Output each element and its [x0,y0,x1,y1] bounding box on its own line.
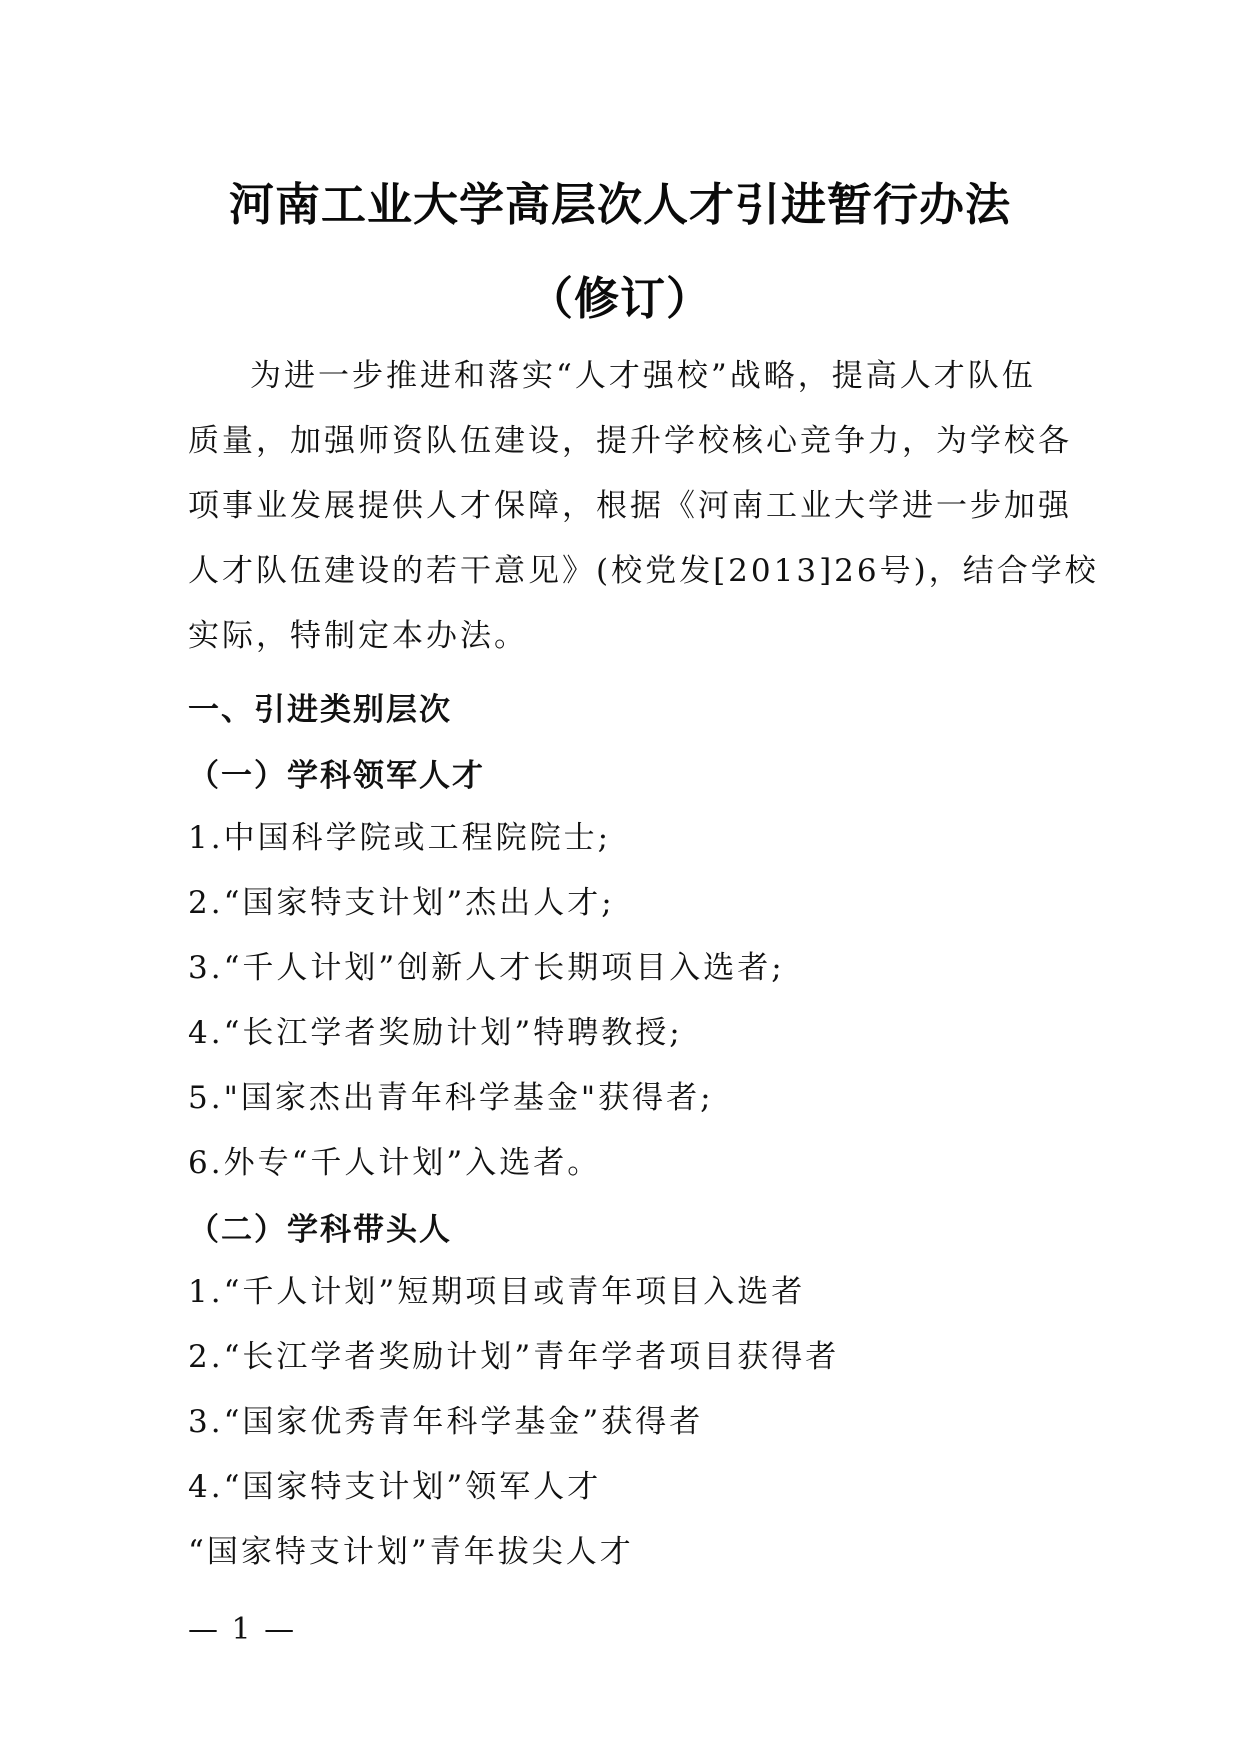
list-item: 4.“长江学者奖励计划”特聘教授; [188,1015,683,1051]
intro-line: 质量，加强师资队伍建设，提升学校核心竞争力，为学校各 [188,423,1072,459]
intro-line: 实际，特制定本办法。 [188,618,528,654]
page-number: — 1 — [188,1612,297,1647]
subsection-heading: （二）学科带头人 [188,1212,452,1248]
list-item: 6.外专“千人计划”入选者。 [188,1145,602,1181]
list-item: 2.“国家特支计划”杰出人才; [188,885,615,921]
list-item: “国家特支计划”青年拔尖人才 [188,1534,634,1570]
document-subtitle: （修订） [527,272,712,325]
list-item: 4.“国家特支计划”领军人才 [188,1469,602,1505]
list-item: 2.“长江学者奖励计划”青年学者项目获得者 [188,1339,840,1375]
subsection-heading: （一）学科领军人才 [188,758,485,794]
intro-line: 为进一步推进和落实“人才强校”战略，提高人才队伍 [250,358,1036,394]
list-item: 5."国家杰出青年科学基金"获得者; [188,1080,714,1116]
intro-paragraph [188,344,1099,669]
list-item: 1.中国科学院或工程院院士; [188,820,612,856]
intro-line: 项事业发展提供人才保障，根据《河南工业大学进一步加强 [188,488,1072,524]
list-item: 1.“千人计划”短期项目或青年项目入选者 [188,1274,806,1310]
intro-line: 人才队伍建设的若干意见》(校党发[2013]26号)，结合学校 [188,553,1099,589]
list-item: 3.“国家优秀青年科学基金”获得者 [188,1404,704,1440]
document-title: 河南工业大学高层次人才引进暂行办法 [228,178,1011,231]
list-item: 3.“千人计划”创新人才长期项目入选者; [188,950,785,986]
section-heading: 一、引进类别层次 [188,692,452,728]
